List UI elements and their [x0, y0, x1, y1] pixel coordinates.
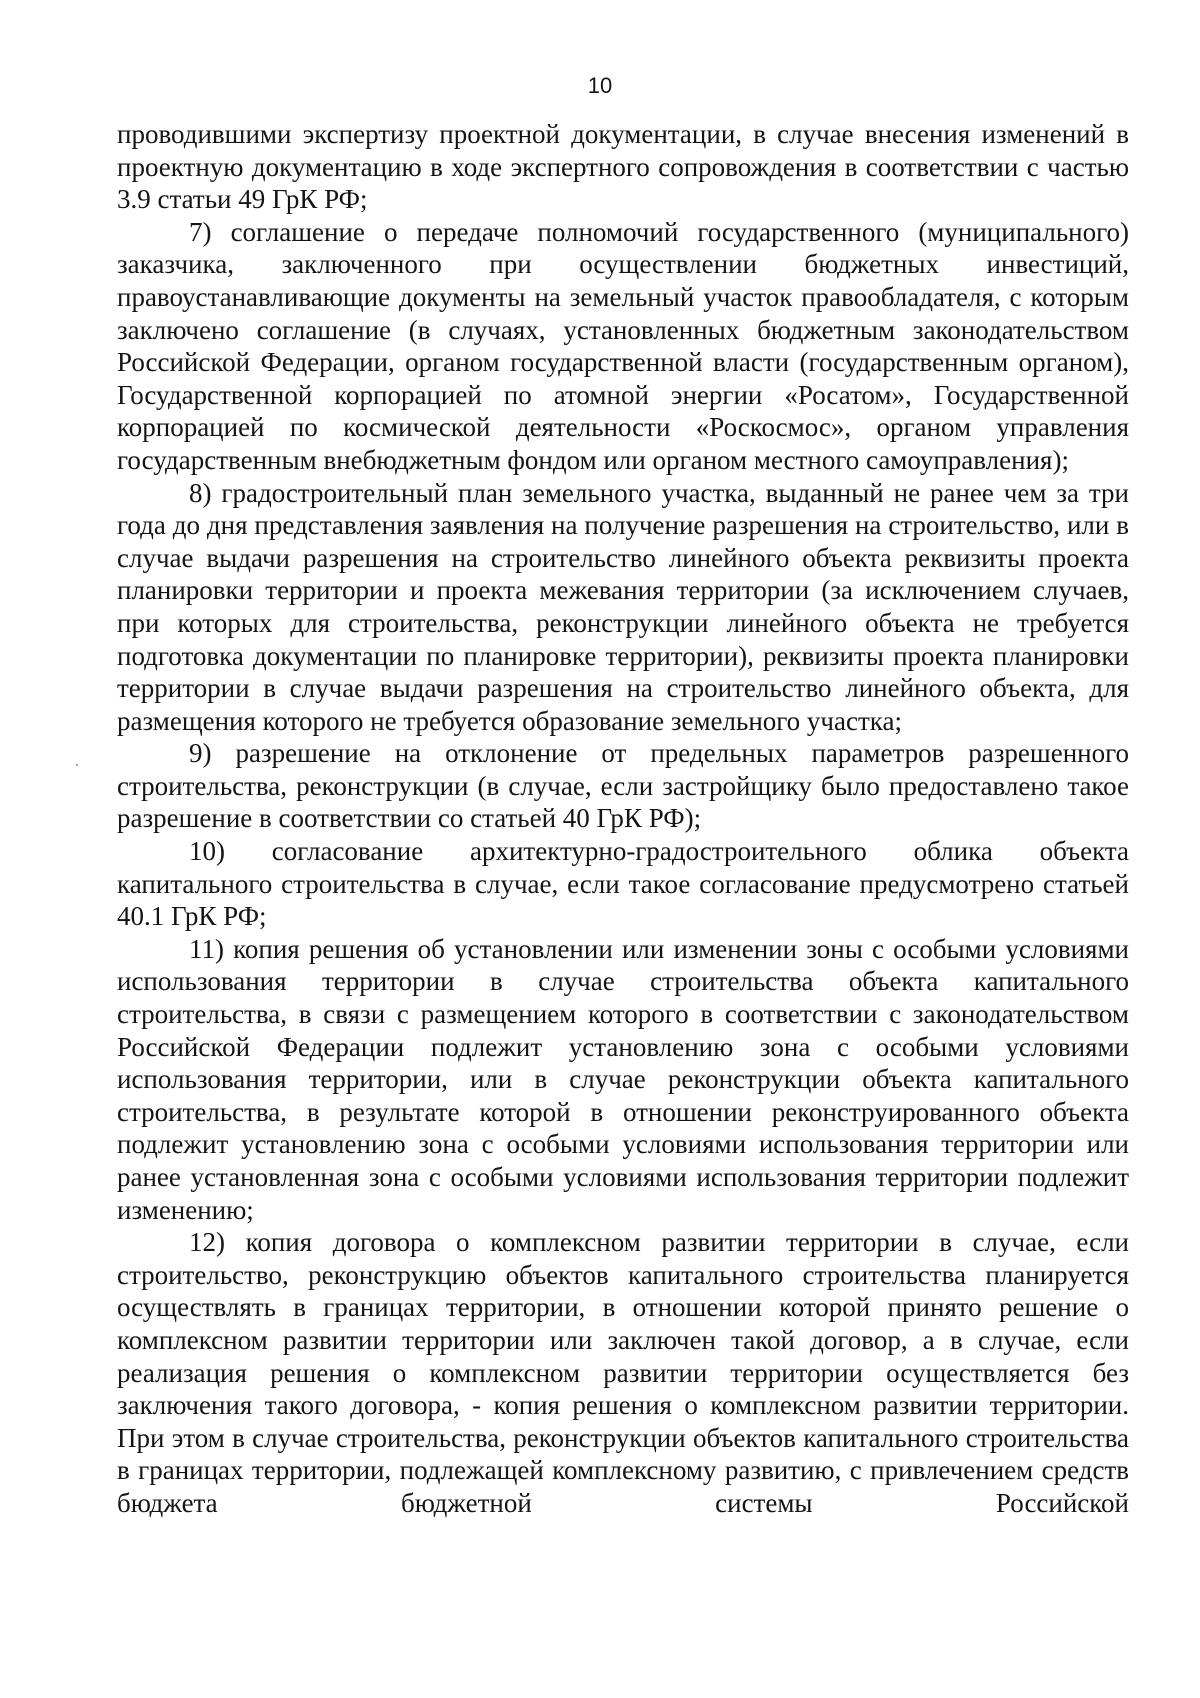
paragraph-item-11: 11) копия решения об установлении или изменении зоны с особыми условиями использования территории в случае строительства объекта капитального строительства, в связи с размещением которого в соответствии с законодательством Российской Федерации подлежит установлению зона с особыми условиями использования территории, или в случае реконструкции объекта капитального строительства, в результате которой в отношении реконструированного объекта подлежит установлению зона с особыми условиями использования территории или ранее установленная зона с особыми условиями использования территории подлежит изменению; — [117, 933, 1129, 1225]
paragraph-item-9: 9) разрешение на отклонение от предельных параметров разрешенного строительства, реконструкции (в случае, если застройщику было предоставлено такое разрешение в соответствии со статьей 40 ГрК РФ); — [117, 738, 1129, 834]
paragraph-item-10: 10) согласование архитектурно-градостроительного облика объекта капитального строительства в случае, если такое согласование предусмотрено статьей 40.1 ГрК РФ; — [117, 836, 1129, 932]
paragraph-continuation: проводившими экспертизу проектной документации, в случае внесения изменений в проектную документацию в ходе экспертного сопровождения в соответствии с частью 3.9 статьи 49 ГрК РФ; — [117, 119, 1129, 215]
paragraph-item-12: 12) копия договора о комплексном развитии территории в случае, если строительство, реконструкцию объектов капитального строительства планируется осуществлять в границах территории, в отношении которой принято решение о комплексном развитии территории или заключен такой договор, а в случае, если реализация решения о комплексном развитии территории осуществляется без заключения такого договора, - копия решения о комплексном развитии территории. При этом в случае строительства, реконструкции объектов капитального строительства в границах территории, подлежащей комплексному развитию, с привлечением средств бюджета бюджетной системы Российской — [117, 1227, 1129, 1518]
document-body — [117, 118, 1129, 1520]
paragraph-item-7: 7) соглашение о передаче полномочий государственного (муниципального) заказчика, заключенного при осуществлении бюджетных инвестиций, правоустанавливающие документы на земельный участок правообладателя, с которым заключено соглашение (в случаях, установленных бюджетным законодательством Российской Федерации, органом государственной власти (государственным органом), Государственной корпорацией по атомной энергии «Росатом», Государственной корпорацией по космической деятельности «Роскосмос», органом управления государственным внебюджетным фондом или органом местного самоуправления); — [117, 216, 1129, 475]
paragraph-item-8: 8) градостроительный план земельного участка, выданный не ранее чем за три года до дня представления заявления на получение разрешения на строительство, или в случае выдачи разрешения на строительство линейного объекта реквизиты проекта планировки территории и проекта межевания территории (за исключением случаев, при которых для строительства, реконструкции линейного объекта не требуется подготовка документации по планировке территории), реквизиты проекта планировки территории в случае выдачи разрешения на строительство линейного объекта, для размещения которого не требуется образование земельного участка; — [117, 477, 1129, 736]
scan-speck — [76, 764, 78, 766]
page-number: 10 — [587, 73, 613, 98]
